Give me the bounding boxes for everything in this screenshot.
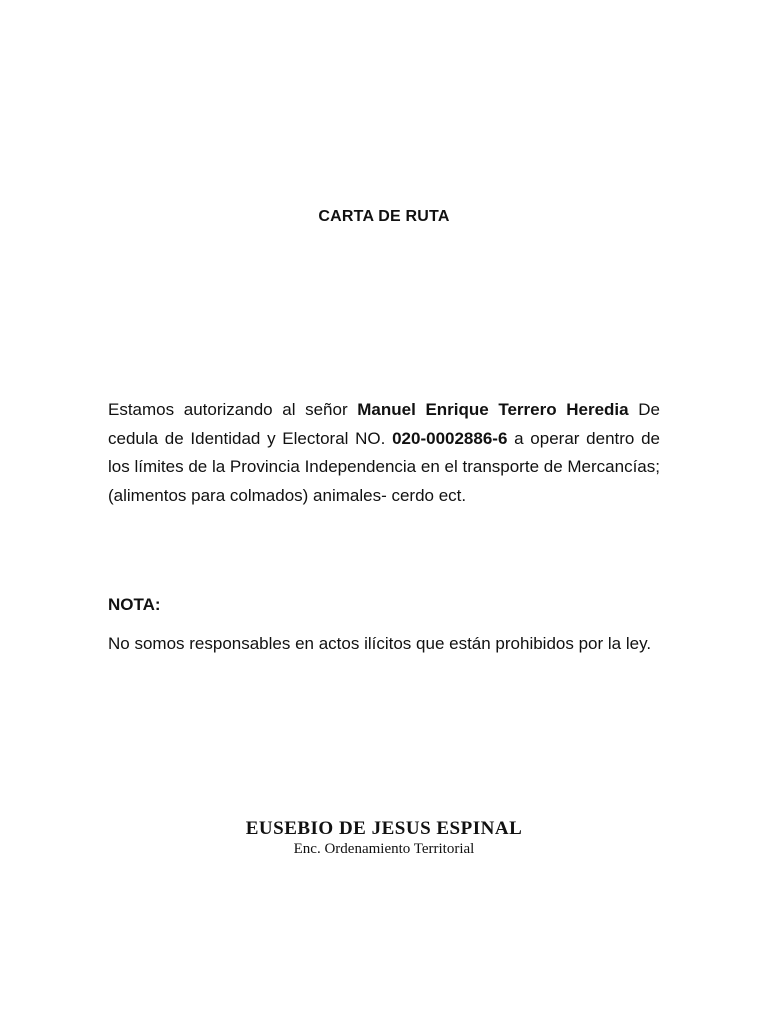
signatory-title: Enc. Ordenamiento Territorial	[293, 841, 475, 857]
document-title: CARTA DE RUTA	[318, 208, 450, 225]
paragraph-rest: a operar dentro de los límites de la Provincia Independencia en el transporte de Mercancías; (alimentos para colmados) animales- cerdo ect.	[108, 428, 660, 505]
signature-block	[0, 818, 768, 858]
id-number: 020-0002886-6	[392, 428, 508, 448]
paragraph-intro: Estamos autorizando al señor	[108, 400, 358, 419]
paragraph-after-name: De cedula de Identidad y Electoral NO.	[108, 400, 660, 448]
nota-text: No somos responsables en actos ilícitos que están prohibidos por la ley.	[108, 634, 652, 653]
signatory-name: EUSEBIO DE JESUS ESPINAL	[245, 818, 523, 839]
authorized-person-name: Manuel Enrique Terrero Heredia	[357, 400, 629, 419]
authorization-paragraph	[108, 396, 660, 510]
nota-label: NOTA:	[108, 595, 161, 614]
